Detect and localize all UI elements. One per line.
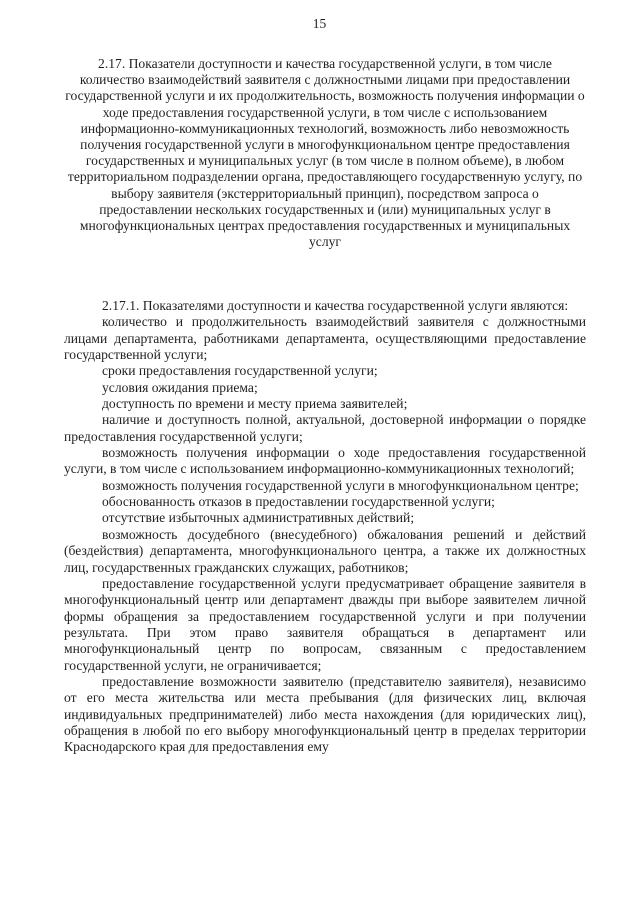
- list-item: предоставление государственной услуги предусматривает обращение заявителя в многофункциональный центр или департамент дважды при выборе заявителем личной формы обращения за предоставлением государственной услуги и при получении результата. При этом право заявителя обращаться в департамент или многофункциональный центр по вопросам, связанным с предоставлением государственной услуги, не ограничивается;: [64, 575, 586, 673]
- list-item: количество и продолжительность взаимодействий заявителя с должностными лицами департамента, работниками департамента, осуществляющими предоставление государственной услуги;: [64, 314, 586, 363]
- section-heading: 2.17. Показатели доступности и качества государственной услуги, в том числе количество взаимодействий заявителя с должностными лицами при предоставлении государственной услуги и их продолжительность, возможность получения информации о ходе предоставления государственной услуги, в том числе с использованием информационно-коммуникационных технологий, возможность либо невозможность получения государственной услуги в многофункциональном центре предоставления государственных и муниципальных услуг (в том числе в полном объеме), в любом территориальном подразделении органа, предоставляющего государственную услугу, по выбору заявителя (экстерриториальный принцип), посредством запроса о предоставлении нескольких государственных и (или) муниципальных услуг в многофункциональных центрах предоставления государственных и муниципальных услуг: [65, 56, 585, 250]
- list-item: сроки предоставления государственной услуги;: [102, 363, 378, 379]
- list-item: условия ожидания приема;: [102, 379, 258, 395]
- list-item: доступность по времени и месту приема заявителей;: [102, 396, 408, 412]
- list-item: возможность получения информации о ходе предоставления государственной услуги, в том числе с использованием информационно-коммуникационных технологий;: [64, 445, 586, 477]
- list-item: наличие и доступность полной, актуальной, достоверной информации о порядке предоставления государственной услуги;: [64, 412, 586, 444]
- list-item: обоснованность отказов в предоставлении государственной услуги;: [102, 494, 495, 510]
- list-item: возможность досудебного (внесудебного) обжалования решений и действий (бездействия) департамента, многофункционального центра, а также их должностных лиц, государственных гражданских служащих, работников;: [64, 526, 586, 575]
- list-item: возможность получения государственной услуги в многофункциональном центре;: [102, 477, 579, 493]
- list-item: предоставление возможности заявителю (представителю заявителя), независимо от его места жительства или места пребывания (для физических лиц, включая индивидуальных предпринимателей) либо места нахождения (для юридических лиц), обращения в любой по его выбору многофункциональный центр в пределах территории Краснодарского края для предоставления ему: [64, 673, 586, 755]
- subsection-heading: 2.17.1. Показателями доступности и качества государственной услуги являются:: [102, 298, 569, 313]
- body-text: [64, 298, 586, 756]
- list-item: отсутствие избыточных административных действий;: [102, 510, 415, 526]
- page-number: 15: [312, 16, 327, 31]
